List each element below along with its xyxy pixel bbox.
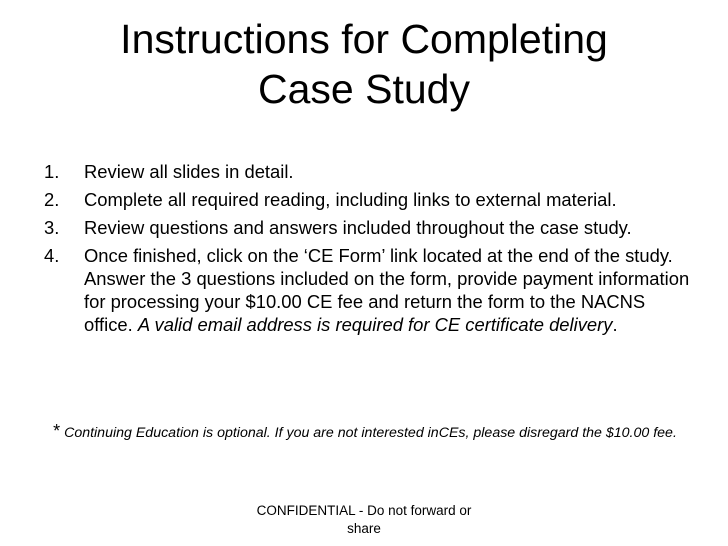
list-item-number: 1. [44,161,60,182]
list-item-text: Once finished, click on the ‘CE Form’ link located at the end of the study. Answer the 3 questions included on the form, provide payment information for processing your $10.00 CE fee and return the form to the NACNS office. [84,245,690,335]
title-line-1: Instructions for Completing [120,16,608,62]
list-item [44,244,694,336]
list-item-text: Review questions and answers included throughout the case study. [84,217,632,238]
list-item-emphasis: A valid email address is required for CE certificate delivery [137,314,613,335]
list-item-number: 2. [44,189,60,210]
list-item-text: Review all slides in detail. [84,161,294,182]
title-line-2: Case Study [258,66,470,112]
list-item [44,188,694,211]
footnote-text: Continuing Education is optional. If you are not interested inCEs, please disregard the $10.00 fee. [60,425,677,441]
confidential-notice: CONFIDENTIAL - Do not forward or share [256,503,472,536]
slide-title [0,14,728,114]
footnote-asterisk: * [53,421,61,441]
list-item-number: 3. [44,217,60,238]
footnote [40,420,690,444]
instruction-list [44,160,694,341]
list-item-number: 4. [44,245,60,266]
list-item [44,160,694,183]
list-item-text: Complete all required reading, including links to external material. [84,189,617,210]
list-item [44,216,694,239]
list-item-tail: . [612,314,618,335]
